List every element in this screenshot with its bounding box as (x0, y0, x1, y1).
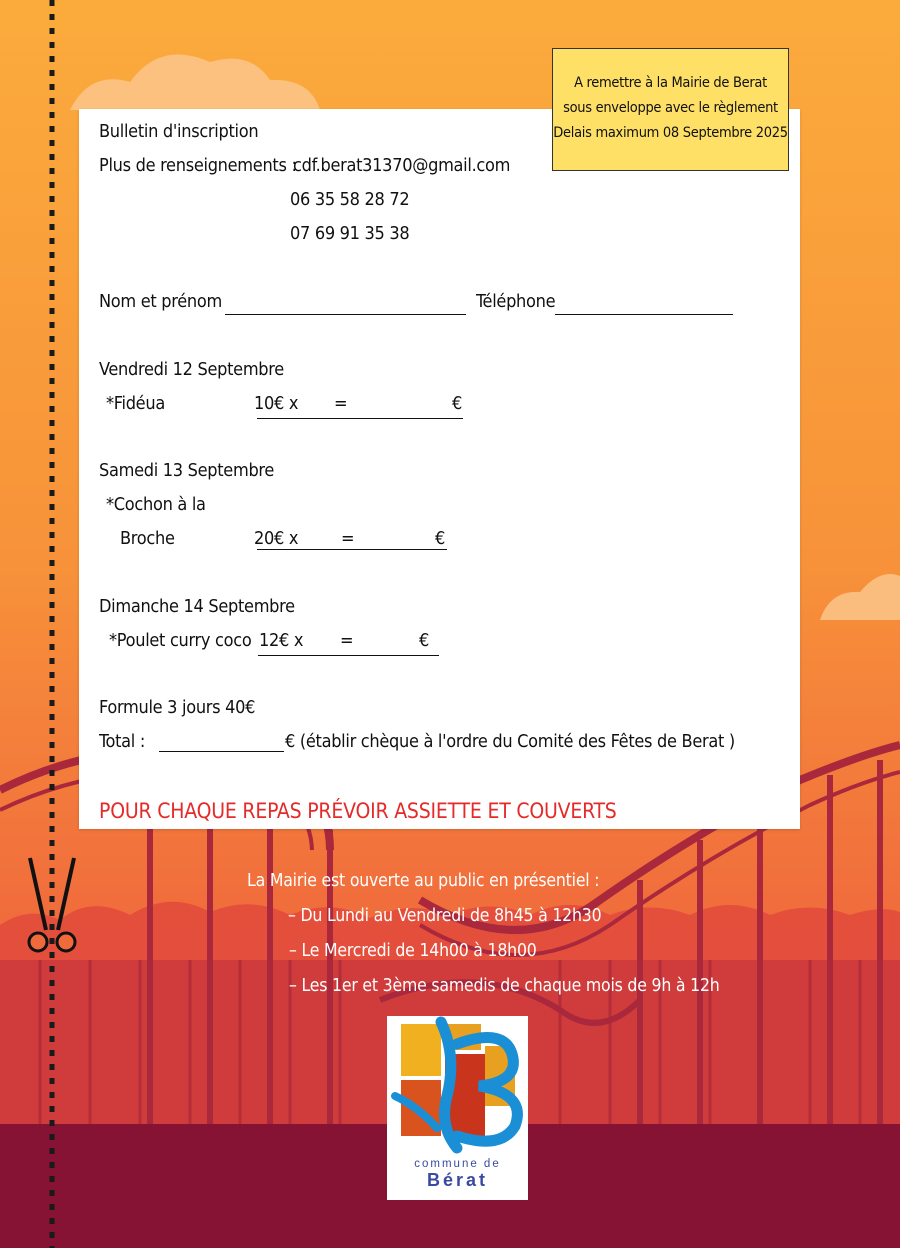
saturday-price: 20€ x (254, 528, 299, 549)
hours-intro: La Mairie est ouverte au public en présentiel : (247, 871, 600, 891)
total-field-line[interactable] (159, 751, 284, 752)
logo-text-berat: Bérat (426, 1170, 489, 1190)
friday-dish: *Fidéua (106, 393, 165, 414)
note-line-1: A remettre à la Mairie de Berat (574, 75, 767, 91)
name-field-line[interactable] (225, 314, 466, 315)
berat-logo-mark (387, 1016, 528, 1156)
name-label: Nom et prénom (99, 291, 222, 312)
saturday-equals: = (341, 528, 355, 549)
note-line-3: Delais maximum 08 Septembre 2025 (553, 125, 788, 141)
hours-line-1: – Du Lundi au Vendredi de 8h45 à 12h30 (288, 906, 602, 926)
friday-currency: € (452, 393, 463, 414)
saturday-dish-line-1: *Cochon à la (106, 494, 206, 515)
sunday-equals: = (340, 630, 354, 651)
berat-logo (387, 1016, 528, 1200)
logo-text-commune: commune de (414, 1158, 501, 1170)
friday-price: 10€ x (254, 393, 299, 414)
contact-phone-2: 07 69 91 35 38 (290, 223, 410, 244)
saturday-currency: € (435, 528, 446, 549)
contact-email[interactable]: cdf.berat31370@gmail.com (293, 155, 511, 176)
warning-text: POUR CHAQUE REPAS PRÉVOIR ASSIETTE ET COUVERTS (99, 799, 617, 823)
saturday-heading: Samedi 13 Septembre (99, 460, 275, 481)
total-note: € (établir chèque à l'ordre du Comité des Fêtes de Berat ) (285, 731, 735, 752)
hours-line-3: – Les 1er et 3ème samedis de chaque mois de 9h à 12h (289, 976, 720, 996)
sunday-field-line[interactable] (258, 655, 439, 656)
sunday-currency: € (419, 630, 430, 651)
form-title: Bulletin d'inscription (99, 121, 259, 142)
phone-label: Téléphone (476, 291, 556, 312)
note-line-2: sous enveloppe avec le règlement (563, 100, 778, 116)
saturday-field-line[interactable] (257, 549, 447, 550)
deadline-note (552, 48, 789, 171)
registration-form (79, 109, 800, 829)
sunday-price: 12€ x (259, 630, 304, 651)
friday-heading: Vendredi 12 Septembre (99, 359, 284, 380)
sunday-dish: *Poulet curry coco (109, 630, 252, 651)
friday-field-line[interactable] (257, 418, 463, 419)
saturday-dish-line-2: Broche (120, 528, 175, 549)
hours-line-2: – Le Mercredi de 14h00 à 18h00 (289, 941, 537, 961)
friday-equals: = (334, 393, 348, 414)
phone-field-line[interactable] (555, 314, 733, 315)
total-label: Total : (99, 731, 146, 752)
sunday-heading: Dimanche 14 Septembre (99, 596, 295, 617)
contact-phone-1: 06 35 58 28 72 (290, 189, 410, 210)
formula-text: Formule 3 jours 40€ (99, 697, 256, 718)
info-label: Plus de renseignements : (99, 155, 297, 176)
